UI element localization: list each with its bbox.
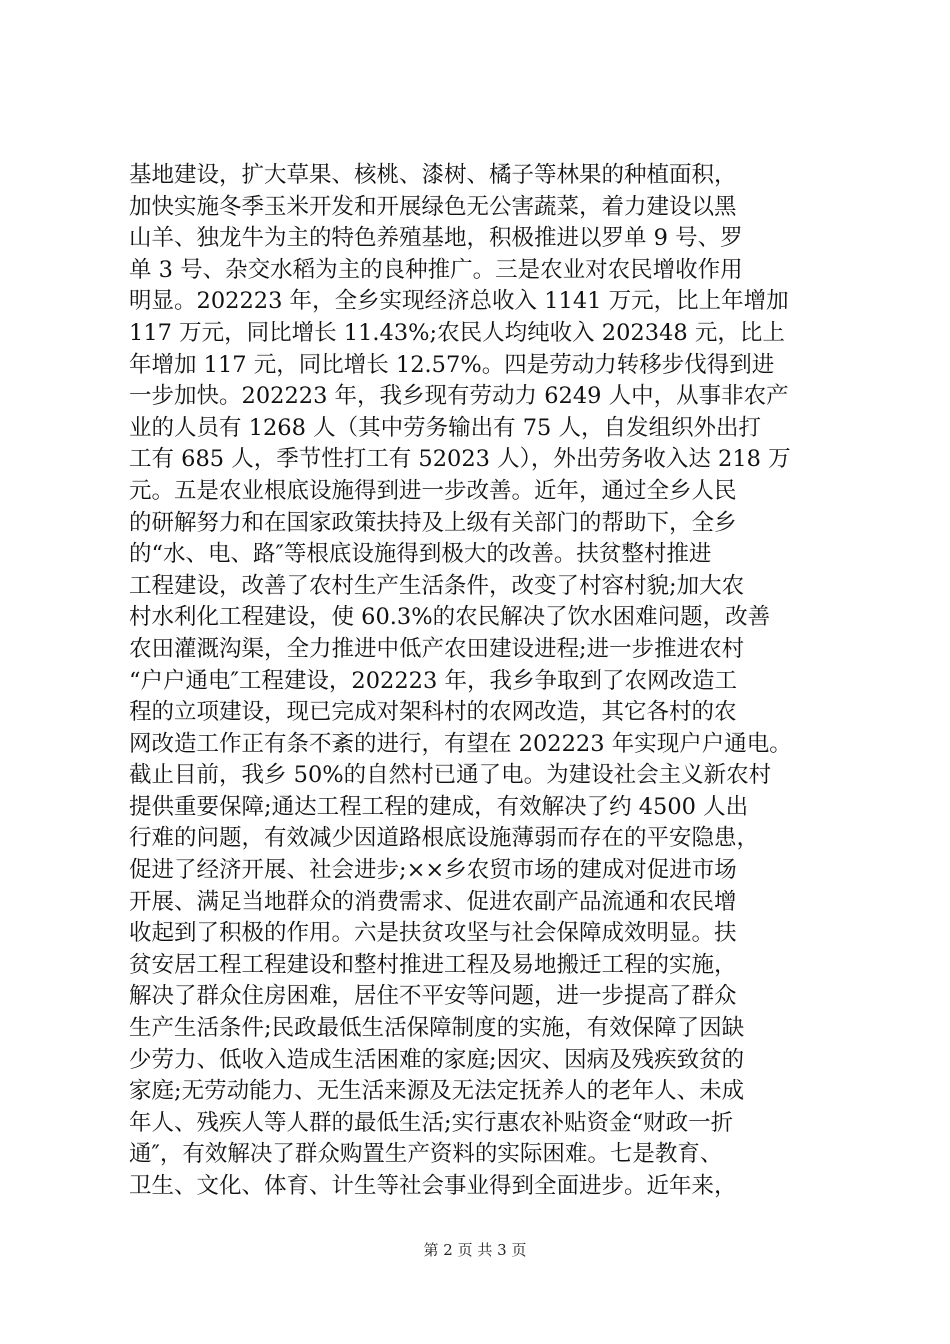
text-line: 加快实施冬季玉米开发和开展绿色无公害蔬菜，着力建设以黑 [129, 193, 737, 220]
text-line: 元。五是农业根底设施得到进一步改善。近年，通过全乡人民 [129, 477, 737, 504]
text-line: 行难的问题，有效减少因道路根底设施薄弱而存在的平安隐患， [129, 825, 760, 852]
text-line: 117 万元，同比增长 11.43%;农民人均纯收入 202348 元，比上 [129, 319, 785, 346]
text-line: 工程建设，改善了农村生产生活条件，改变了村容村貌;加大农 [129, 572, 745, 599]
text-line: 年增加 117 元，同比增长 12.57%。四是劳动力转移步伐得到进 [129, 351, 775, 378]
text-line: 的研解努力和在国家政策扶持及上级有关部门的帮助下，全乡 [129, 509, 737, 536]
text-line: 的“水、电、路″等根底设施得到极大的改善。扶贫整村推进 [129, 541, 712, 568]
text-line: 收起到了积极的作用。六是扶贫攻坚与社会保障成效明显。扶 [129, 920, 737, 947]
text-line: 村水利化工程建设，使 60.3%的农民解决了饮水困难问题，改善 [129, 604, 771, 631]
text-line: 通″，有效解决了群众购置生产资料的实际困难。七是教育、 [129, 1141, 723, 1168]
text-line: 提供重要保障;通达工程工程的建成，有效解决了约 4500 人出 [129, 793, 749, 820]
text-line: 截止目前，我乡 50%的自然村已通了电。为建设社会主义新农村 [129, 762, 772, 789]
text-line: 促进了经济开展、社会进步;××乡农贸市场的建成对促进市场 [129, 857, 737, 884]
text-line: 农田灌溉沟渠，全力推进中低产农田建设进程;进一步推进农村 [129, 635, 745, 662]
text-line: 基地建设，扩大草果、核桃、漆树、橘子等林果的种植面积， [129, 162, 737, 188]
text-line: 程的立项建设，现已完成对架科村的农网改造，其它各村的农 [129, 699, 737, 726]
text-line: 生产生活条件;民政最低生活保障制度的实施，有效保障了因缺 [129, 1015, 745, 1042]
text-line: 家庭;无劳动能力、无生活来源及无法定抚养人的老年人、未成 [129, 1078, 745, 1105]
text-line: 少劳力、低收入造成生活困难的家庭;因灾、因病及残疾致贫的 [129, 1046, 745, 1073]
text-line: “户户通电″工程建设，202223 年，我乡争取到了农网改造工 [129, 667, 737, 694]
text-line: 工有 685 人，季节性打工有 52023 人），外出劳务收入达 218 万 [129, 446, 791, 473]
text-line: 单 3 号、杂交水稻为主的良种推广。三是农业对农民增收作用 [129, 256, 743, 283]
text-line: 业的人员有 1268 人（其中劳务输出有 75 人，自发组织外出打 [129, 414, 762, 441]
text-line: 解决了群众住房困难，居住不平安等问题，进一步提高了群众 [129, 983, 737, 1010]
text-line: 卫生、文化、体育、计生等社会事业得到全面进步。近年来， [129, 1173, 737, 1199]
text-line: 开展、满足当地群众的消费需求、促进农副产品流通和农民增 [129, 888, 737, 915]
text-line: 山羊、独龙牛为主的特色养殖基地，积极推进以罗单 9 号、罗 [129, 225, 743, 252]
text-line: 网改造工作正有条不紊的进行，有望在 202223 年实现户户通电。 [129, 730, 792, 757]
text-line: 贫安居工程工程建设和整村推进工程及易地搬迁工程的实施， [129, 951, 737, 978]
body-text [129, 160, 819, 1203]
page-footer: 第 2 页 共 3 页 [423, 1241, 527, 1259]
text-line: 一步加快。202223 年，我乡现有劳动力 6249 人中，从事非农产 [129, 383, 789, 410]
text-line: 明显。202223 年，全乡实现经济总收入 1141 万元，比上年增加 [129, 288, 789, 315]
text-line: 年人、残疾人等人群的最低生活;实行惠农补贴资金“财政一折 [129, 1109, 734, 1136]
